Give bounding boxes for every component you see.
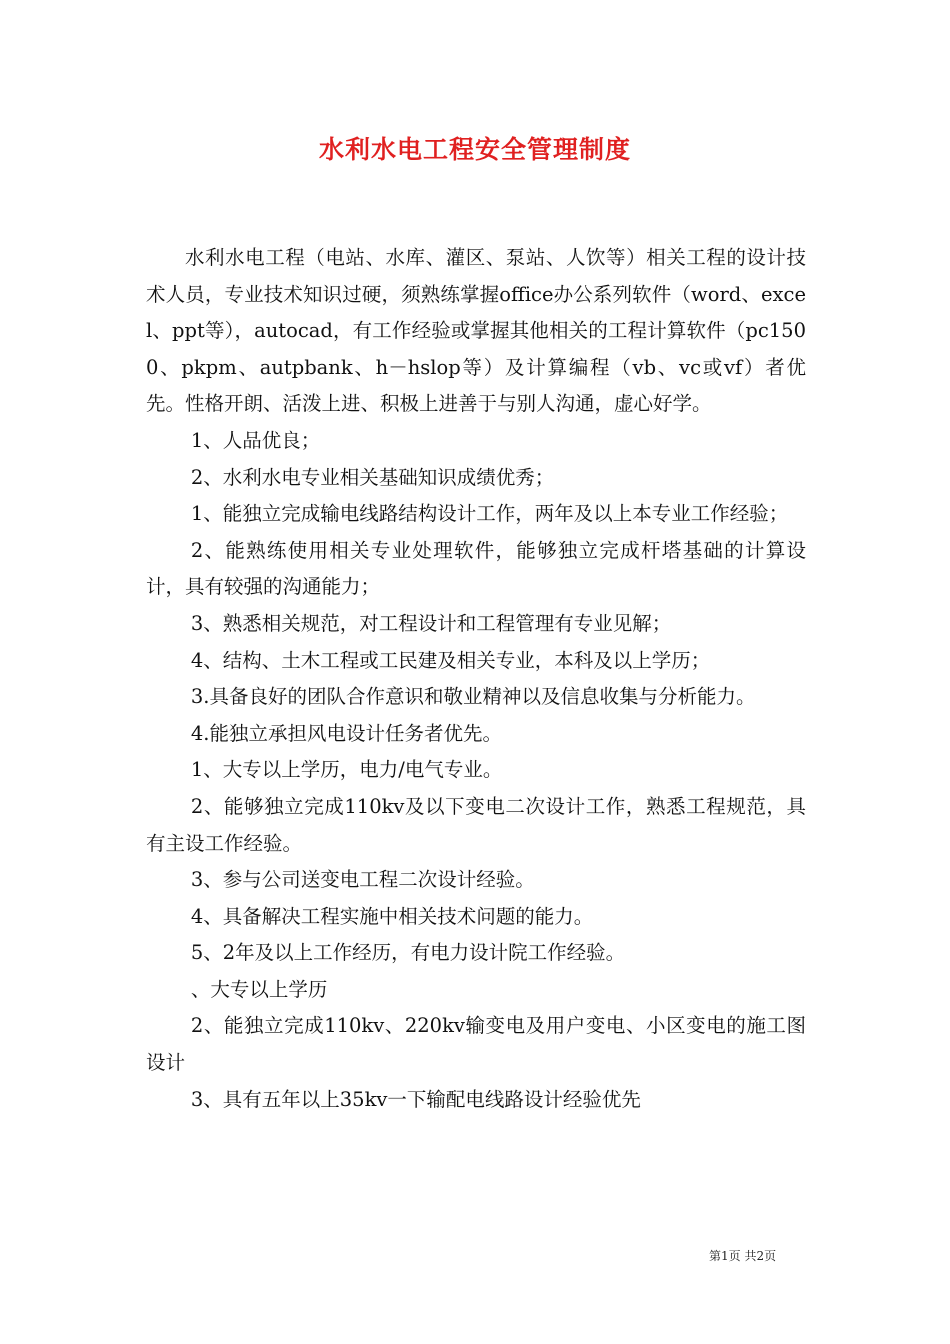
list-item: 4、结构、土木工程或工民建及相关专业，本科及以上学历；	[190, 648, 711, 672]
list-item: 2、能熟练使用相关专业处理软件，能够独立完成杆塔基础的计算设计，具有较强的沟通能力；	[146, 538, 806, 599]
list-item: 2、水利水电专业相关基础知识成绩优秀；	[190, 465, 555, 489]
list-item: 1、人品优良；	[190, 428, 321, 452]
document-title: 水利水电工程安全管理制度	[318, 135, 631, 164]
list-item: 2、能够独立完成110kv及以下变电二次设计工作，熟悉工程规范，具有主设工作经验。	[146, 794, 806, 855]
list-item: 3、熟悉相关规范，对工程设计和工程管理有专业见解；	[190, 611, 672, 635]
list-item: 4、具备解决工程实施中相关技术问题的能力。	[190, 904, 594, 928]
list-item: 1、能独立完成输电线路结构设计工作，两年及以上本专业工作经验；	[190, 502, 789, 526]
list-item: 3、具有五年以上35kv一下输配电线路设计经验优先	[190, 1087, 641, 1111]
list-item: 3、参与公司送变电工程二次设计经验。	[190, 868, 535, 892]
list-item: 、大专以上学历	[190, 977, 328, 1001]
list-item: 1、大专以上学历，电力/电气专业。	[190, 758, 503, 782]
list-item: 3.具备良好的团队合作意识和敬业精神以及信息收集与分析能力。	[190, 685, 756, 709]
list-item: 2、能独立完成110kv、220kv输变电及用户变电、小区变电的施工图设计	[146, 1014, 806, 1075]
list-item: 4.能独立承担风电设计任务者优先。	[190, 721, 502, 745]
page-number: 第1页 共2页	[709, 1249, 777, 1263]
intro-paragraph: 水利水电工程（电站、水库、灌区、泵站、人饮等）相关工程的设计技术人员，专业技术知识过硬，须熟练掌握office办公系列软件（word、excel、ppt等），autocad，有工作经验或掌握其他相关的工程计算软件（pc1500、pkpm、autpbank、h－hslop等）及计算编程（vb、vc或vf）者优先。性格开朗、活泼上进、积极上进善于与别人沟通，虚心好学。	[146, 246, 806, 416]
document-body	[146, 240, 806, 1118]
list-item: 5、2年及以上工作经历，有电力设计院工作经验。	[190, 941, 626, 965]
